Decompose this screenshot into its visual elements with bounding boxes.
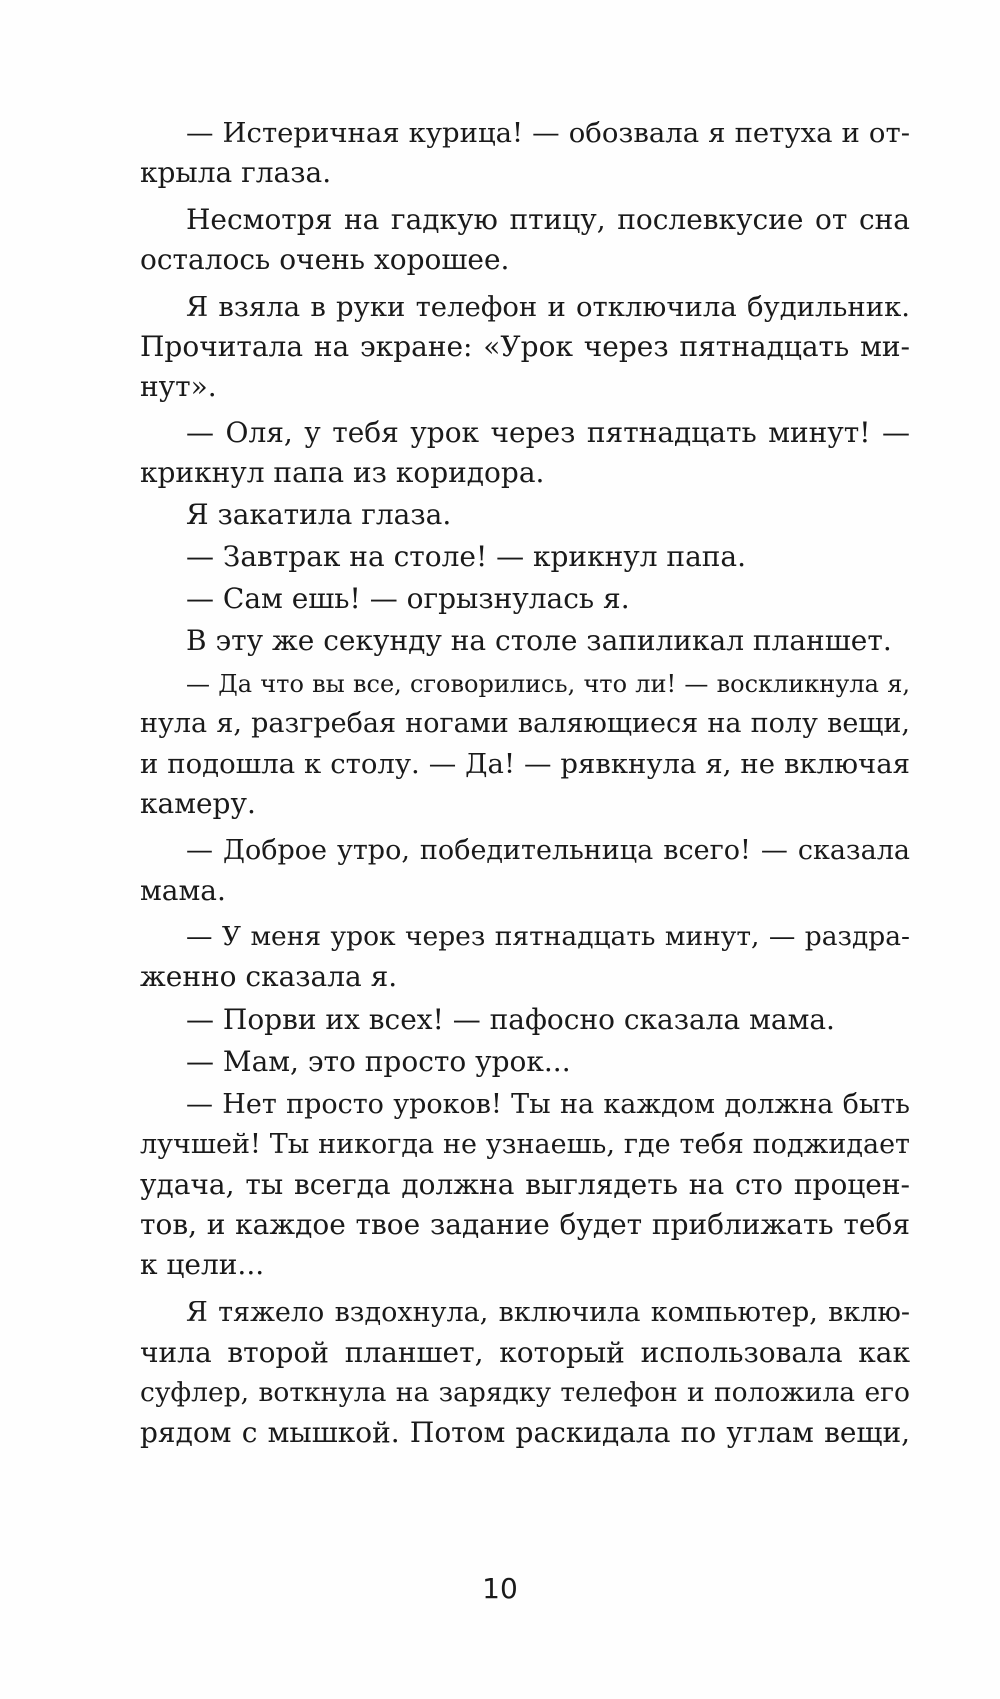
text-line: — Оля, у тебя урок через пятнадцать минут! — [186,416,910,449]
text-line: мама. [140,874,226,907]
text-line: — Истеричная курица! — обозвала я петуха и от- [186,117,910,149]
text-line: — Завтрак на столе! — крикнул папа. [186,540,747,573]
text-line: чила второй планшет, который использовала как [140,1336,910,1369]
text-line: Я тяжело вздохнула, включила компьютер, вклю- [186,1297,910,1328]
text-line: — Доброе утро, победительница всего! — сказала [186,835,910,866]
text-line: к цели... [140,1248,265,1281]
page-number: 10 [482,1572,518,1605]
text-line: — У меня урок через пятнадцать минут, — раздра- [186,921,910,952]
text-line: — Нет просто уроков! Ты на каждом должна быть [186,1089,910,1120]
text-line: рядом с мышкой. Потом раскидала по углам вещи, [140,1416,910,1449]
text-line: камеру. [140,787,256,820]
text-line: суфлер, воткнула на зарядку телефон и положила его [140,1377,910,1408]
text-line: Прочитала на экране: «Урок через пятнадцать ми- [140,330,910,363]
text-line: В эту же секунду на столе запиликал планшет. [186,624,892,657]
text-line: Я взяла в руки телефон и отключила будильник. [186,291,910,323]
text-line: Я закатила глаза. [186,498,452,531]
text-line: Несмотря на гадкую птицу, послевкусие от сна [186,203,910,236]
text-line: и подошла к столу. — Да! — рявкнула я, не включая [140,748,910,780]
text-line: крыла глаза. [140,156,332,189]
text-line: крикнул папа из коридора. [140,456,545,489]
text-line: нут». [140,370,217,403]
text-line: тов, и каждое твое задание будет приближать тебя [140,1208,910,1241]
text-line: — Да что вы все, сговорились, что ли! — воскликнула я, [186,670,910,698]
text-line: лучшей! Ты никогда не узнаешь, где тебя поджидает [140,1129,910,1160]
text-line: удача, ты всегда должна выглядеть на сто процен- [140,1168,910,1201]
text-line: осталось очень хорошее. [140,243,510,276]
text-line: — Мам, это просто урок... [186,1045,571,1078]
text-line: — Сам ешь! — огрызнулась я. [186,582,630,615]
text-line: женно сказала я. [140,960,398,993]
text-line: нула я, разгребая ногами валяющиеся на полу вещи, [140,708,910,739]
text-line: — Порви их всех! — пафосно сказала мама. [186,1003,835,1036]
